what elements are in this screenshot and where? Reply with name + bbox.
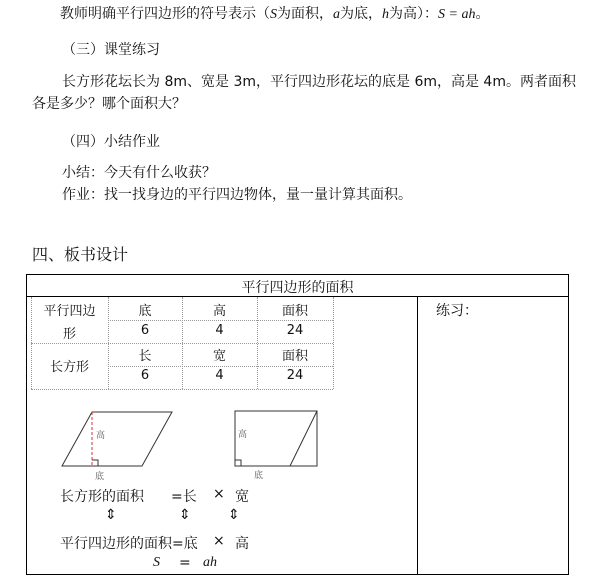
rectangle-shape: [235, 411, 317, 466]
section3-heading: （三）课堂练习: [62, 42, 160, 58]
rectangle-figure: [232, 409, 322, 481]
value-cell: 4: [215, 323, 224, 338]
intro-text: 为面积，: [277, 6, 333, 22]
times-sign: ×: [213, 533, 225, 549]
rect-eq: =长: [171, 489, 197, 505]
practice-label: 练习：: [436, 303, 478, 319]
practice-para-line1: 长方形花坛长为 8m、宽是 3m，平行四边形花坛的底是 6m，高是 4m。两者面积: [62, 74, 576, 90]
width-label: 宽: [235, 489, 249, 505]
row1-name: 形: [62, 327, 76, 342]
row2-name: 长方形: [49, 360, 89, 375]
para-eq: =底: [172, 536, 198, 552]
intro-text: 教师明确平行四边形的符号表示（: [60, 6, 270, 22]
cut-line: [290, 411, 317, 466]
intro-text: 。: [475, 6, 490, 22]
table-border: [31, 343, 333, 344]
height-label: 高: [96, 431, 106, 441]
table-border: [108, 366, 333, 367]
header-cell: 宽: [212, 349, 226, 364]
final-eq: =: [179, 555, 191, 571]
header-cell: 长: [138, 349, 152, 364]
header-cell: 面积: [281, 304, 308, 319]
arrow-icon: ⇕: [105, 507, 117, 523]
summary-line: 小结：今天有什么收获？: [62, 165, 216, 181]
arrow-icon: ⇕: [179, 507, 191, 523]
symbol-a: a: [333, 7, 340, 22]
right-angle-mark: [92, 460, 98, 466]
para-area-label: 平行四边形的面积: [60, 536, 172, 552]
header-cell: 底: [138, 304, 152, 319]
value-cell: 6: [140, 368, 150, 383]
header-cell: 面积: [281, 349, 308, 364]
board-title: 平行四边形的面积: [241, 280, 354, 296]
rect-area-label: 长方形的面积: [60, 489, 144, 505]
section4-heading: （四）小结作业: [62, 134, 160, 150]
final-ah: ah: [203, 555, 217, 570]
symbol-s: S: [270, 7, 277, 22]
height-word: 高: [235, 536, 249, 552]
table-border: [108, 320, 333, 321]
parallelogram-shape: [62, 412, 172, 466]
right-angle-mark: [235, 460, 241, 466]
column-divider: [417, 296, 418, 575]
intro-text: 为底，: [340, 6, 382, 22]
board-frame: [26, 274, 569, 575]
value-cell: 24: [286, 323, 304, 338]
header-cell: 高: [212, 304, 226, 319]
symbol-h: h: [382, 7, 389, 22]
base-label: 底: [95, 472, 105, 481]
height-label: 高: [238, 430, 248, 440]
times-sign: ×: [213, 486, 225, 502]
table-border: [31, 389, 333, 390]
final-s: S: [153, 555, 160, 570]
parallelogram-figure: [57, 411, 177, 481]
base-label: 底: [254, 471, 264, 481]
board-design-heading: 四、板书设计: [32, 245, 129, 264]
intro-text: 为高）：: [389, 6, 438, 22]
formula: S = ah: [438, 7, 476, 22]
arrow-icon: ⇕: [228, 507, 240, 523]
value-cell: 4: [215, 368, 224, 383]
homework-line: 作业：找一找身边的平行四边物体，量一量计算其面积。: [62, 187, 412, 203]
intro-line: [60, 3, 489, 23]
practice-para-line2: 各是多少？哪个面积大？: [32, 96, 186, 112]
value-cell: 24: [286, 368, 304, 383]
row1-name: 平行四边: [43, 304, 96, 319]
value-cell: 6: [140, 323, 150, 338]
table-border: [333, 297, 334, 389]
